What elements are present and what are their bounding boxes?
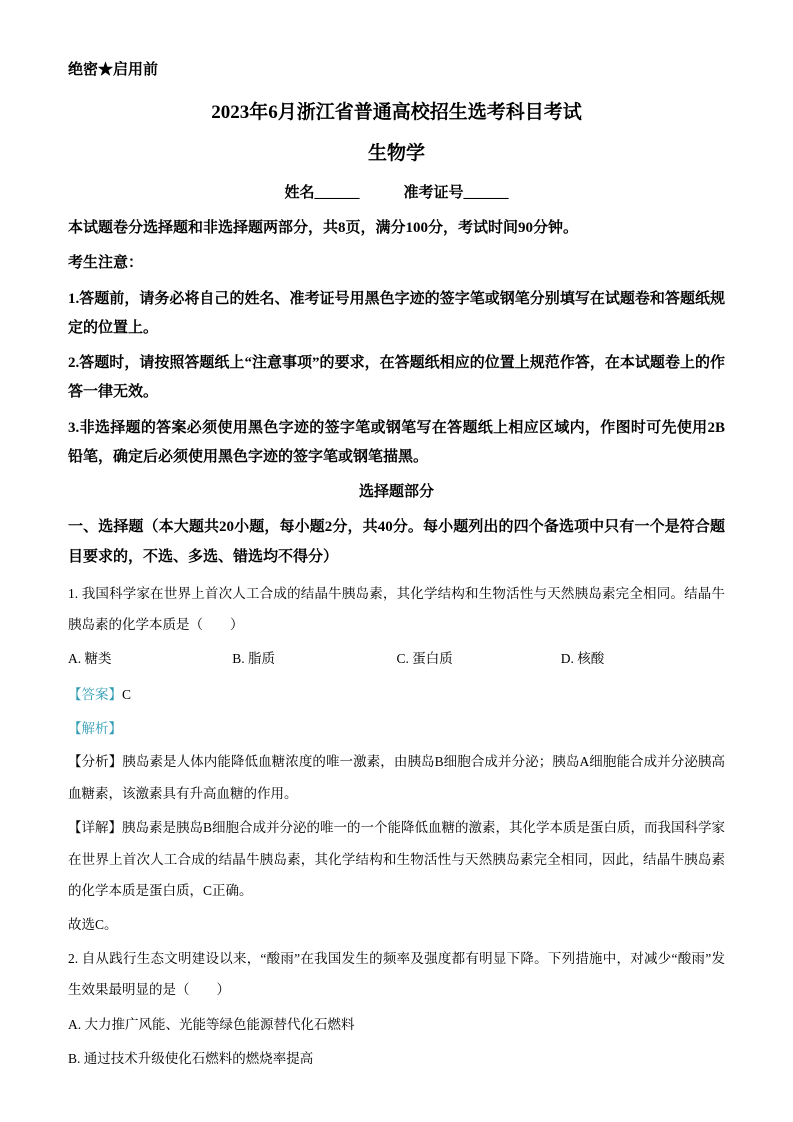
notice-item-2: 2.答题时，请按照答题纸上“注意事项”的要求，在答题纸相应的位置上规范作答，在本试题卷上的作答一律无效。 <box>68 355 725 401</box>
question-1-option-c: C. 蛋白质 <box>396 651 453 667</box>
classification-banner: 绝密★启用前 <box>68 62 159 78</box>
answer-label: 【答案】 <box>68 686 122 702</box>
exam-info-paragraph: 本试题卷分选择题和非选择题两部分，共8页，满分100分，考试时间90分钟。 <box>68 220 579 236</box>
question-1-options <box>68 643 725 675</box>
section-heading: 选择题部分 <box>358 484 434 500</box>
section-instruction: 一、选择题（本大题共20小题，每小题2分，共40分。每小题列出的四个备选项中只有一个是符合题目要求的，不选、多选、错选均不得分） <box>68 519 725 565</box>
exam-number-field-label: 准考证号______ <box>403 185 509 201</box>
candidate-info-line <box>68 181 725 202</box>
question-1-option-a: A. 糖类 <box>68 651 112 667</box>
question-1-detail-paragraph: 【详解】胰岛素是胰岛B细胞合成并分泌的唯一的一个能降低血糖的激素，其化学本质是蛋白质，而我国科学家在世界上首次人工合成的结晶牛胰岛素，其化学结构和生物活性与天然胰岛素完全相同，因此，结晶牛胰岛素的化学本质是蛋白质，C正确。 <box>68 819 726 899</box>
question-1-option-b: B. 脂质 <box>232 651 276 667</box>
question-2-stem: 2. 自从践行生态文明建设以来，“酸雨”在我国发生的频率及强度都有明显下降。下列措施中，对减少“酸雨”发生效果最明显的是（ ） <box>68 950 725 998</box>
notice-item-3: 3.非选择题的答案必须使用黑色字迹的签字笔或钢笔写在答题纸上相应区域内，作图时可先使用2B铅笔，确定后必须使用黑色字迹的签字笔或钢笔描黑。 <box>68 419 725 465</box>
analysis-label: 【解析】 <box>68 720 122 736</box>
answer-value: C <box>122 686 132 702</box>
question-1-analysis-heading <box>68 713 725 745</box>
question-2-option-b: B. 通过技术升级使化石燃料的燃烧率提高 <box>68 1050 314 1066</box>
question-1-conclusion: 故选C。 <box>68 916 118 932</box>
question-1-option-d: D. 核酸 <box>560 651 605 667</box>
name-field-label: 姓名______ <box>284 185 360 201</box>
question-1-analysis-paragraph: 【分析】胰岛素是人体内能降低血糖浓度的唯一激素，由胰岛B细胞合成并分泌；胰岛A细胞能合成并分泌胰高血糖素，该激素具有升高血糖的作用。 <box>68 754 725 802</box>
exam-subject: 生物学 <box>367 143 425 164</box>
exam-title: 2023年6月浙江省普通高校招生选考科目考试 <box>211 102 582 123</box>
question-1-stem: 1. 我国科学家在世界上首次人工合成的结晶牛胰岛素，其化学结构和生物活性与天然胰岛素完全相同。结晶牛胰岛素的化学本质是（ ） <box>68 585 725 633</box>
question-1-answer-line <box>68 679 725 711</box>
question-2-option-a: A. 大力推广风能、光能等绿色能源替代化石燃料 <box>68 1017 355 1033</box>
notice-heading: 考生注意： <box>68 255 144 272</box>
notice-item-1: 1.答题前，请务必将自己的姓名、准考证号用黑色字迹的签字笔或钢笔分别填写在试题卷和答题纸规定的位置上。 <box>68 290 725 336</box>
